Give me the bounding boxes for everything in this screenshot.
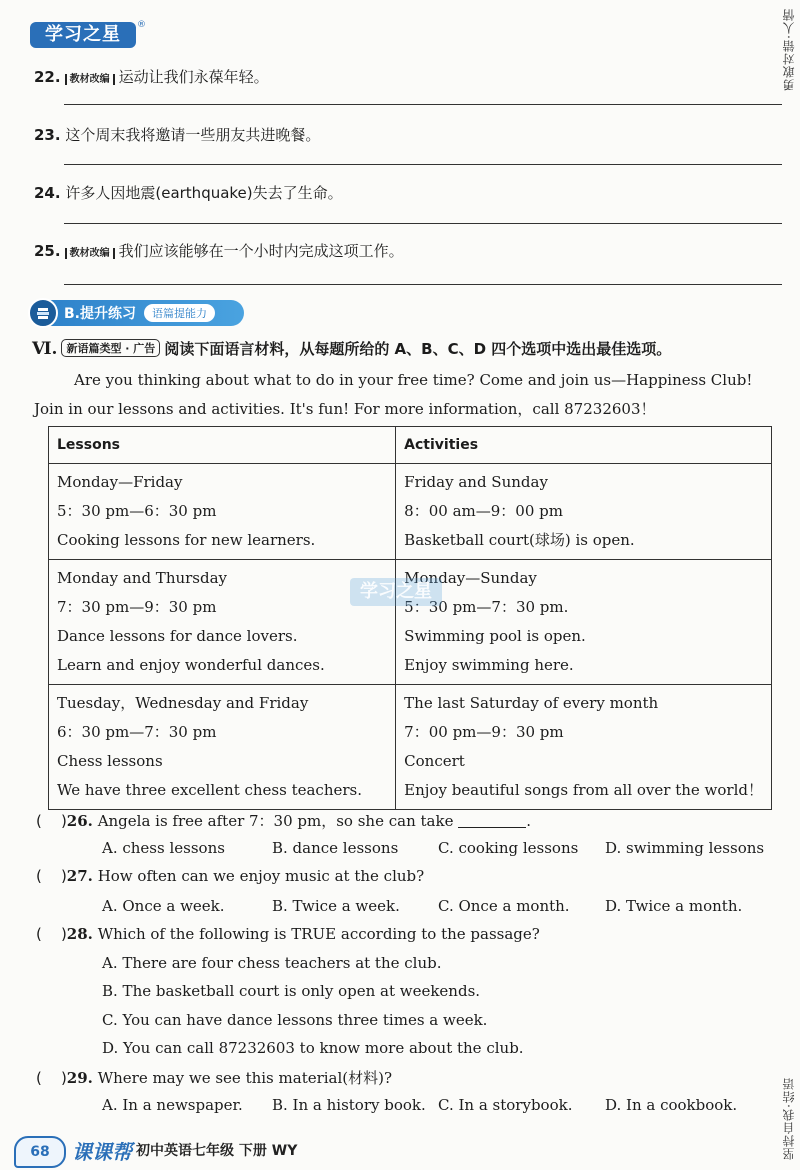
translation-question-24: 24. 许多人因地震(earthquake)失去了生命。 <box>34 184 343 202</box>
club-schedule-table <box>48 426 772 810</box>
option-27c[interactable]: C. Once a month. <box>438 897 570 915</box>
activities-cell: The last Saturday of every month 7：00 pm—9：30 pm Concert Enjoy beautiful songs from all over the world！ <box>396 685 772 810</box>
watermark-logo: 学习之星 <box>350 578 442 606</box>
answer-line-23[interactable] <box>64 164 782 165</box>
activities-cell: Monday—Sunday 5：30 pm—7：30 pm. Swimming pool is open. Enjoy swimming here. <box>396 560 772 685</box>
option-29a[interactable]: A. In a newspaper. <box>102 1096 243 1114</box>
lessons-cell: Monday—Friday 5：30 pm—6：30 pm Cooking lessons for new learners. <box>49 464 396 560</box>
activities-cell: Friday and Sunday 8：00 am—9：00 pm Basketball court(球场) is open. <box>396 464 772 560</box>
page-number: 68 <box>14 1136 66 1168</box>
answer-line-24[interactable] <box>64 223 782 224</box>
option-28d[interactable]: D. You can call 87232603 to know more about the club. <box>102 1039 524 1057</box>
option-27d[interactable]: D. Twice a month. <box>605 897 743 915</box>
book-stack-icon <box>28 298 58 328</box>
question-tag: 教材改编 <box>65 74 115 85</box>
registered-mark: ® <box>137 20 146 30</box>
lessons-cell: Monday and Thursday 7：30 pm—9：30 pm Dance lessons for dance lovers. Learn and enjoy wonderful dances. <box>49 560 396 685</box>
footer-brand: 课课帮 <box>72 1140 132 1164</box>
answer-line-25[interactable] <box>64 284 782 285</box>
header-activities: Activities <box>396 427 772 464</box>
question-28: ( )28. Which of the following is TRUE according to the passage? <box>36 925 540 943</box>
translation-question-22: 22. 教材改编 运动让我们永葆年轻。 <box>34 68 269 86</box>
option-28a[interactable]: A. There are four chess teachers at the club. <box>102 954 442 972</box>
answer-line-22[interactable] <box>64 104 782 105</box>
option-26a[interactable]: A. chess lessons <box>102 839 225 857</box>
table-row <box>49 685 772 810</box>
question-27: ( )27. How often can we enjoy music at the club? <box>36 867 425 885</box>
table-row <box>49 464 772 560</box>
option-27b[interactable]: B. Twice a week. <box>272 897 400 915</box>
option-26b[interactable]: B. dance lessons <box>272 839 399 857</box>
fill-blank[interactable] <box>458 813 526 828</box>
lessons-cell: Tuesday，Wednesday and Friday 6：30 pm—7：30 pm Chess lessons We have three excellent chess teachers. <box>49 685 396 810</box>
question-29: ( )29. Where may we see this material(材料)? <box>36 1069 393 1087</box>
passage-type-badge: 新语篇类型 · 广告 <box>61 339 160 357</box>
option-27a[interactable]: A. Once a week. <box>102 897 225 915</box>
translation-question-25: 25. 教材改编 我们应该能够在一个小时内完成这项工作。 <box>34 242 404 260</box>
question-tag: 教材改编 <box>65 248 115 259</box>
header-lessons: Lessons <box>49 427 396 464</box>
intro-passage: Are you thinking about what to do in your free time? Come and join us—Happiness Club! Join in our lessons and activities. It's fun! For more information，call 87232603！ <box>34 371 753 418</box>
question-26: ( )26. Angela is free after 7：30 pm，so she can take . <box>36 812 532 830</box>
option-29c[interactable]: C. In a storybook. <box>438 1096 573 1114</box>
table-header-row <box>49 427 772 464</box>
section-b-banner: B.提升练习 语篇提能力 <box>30 300 244 326</box>
option-29b[interactable]: B. In a history book. <box>272 1096 426 1114</box>
option-26d[interactable]: D. swimming lessons <box>605 839 765 857</box>
brand-logo: 学习之星 <box>30 22 136 48</box>
section-vi-heading: Ⅵ. 新语篇类型 · 广告 阅读下面语言材料，从每题所给的 A、B、C、D 四个选项中选出最佳选项。 <box>32 339 672 359</box>
translation-question-23: 23. 这个周末我将邀请一些朋友共进晚餐。 <box>34 126 321 144</box>
option-28b[interactable]: B. The basketball court is only open at weekends. <box>102 982 481 1000</box>
book-title: 初中英语七年级 下册 WY <box>136 1143 298 1159</box>
side-margin-text-bottom: 坚持自我·结语 <box>782 1077 796 1160</box>
option-29d[interactable]: D. In a cookbook. <box>605 1096 738 1114</box>
option-26c[interactable]: C. cooking lessons <box>438 839 579 857</box>
option-28c[interactable]: C. You can have dance lessons three times a week. <box>102 1011 488 1029</box>
side-margin-text-top: 勇敢对错·人情 <box>782 8 796 91</box>
